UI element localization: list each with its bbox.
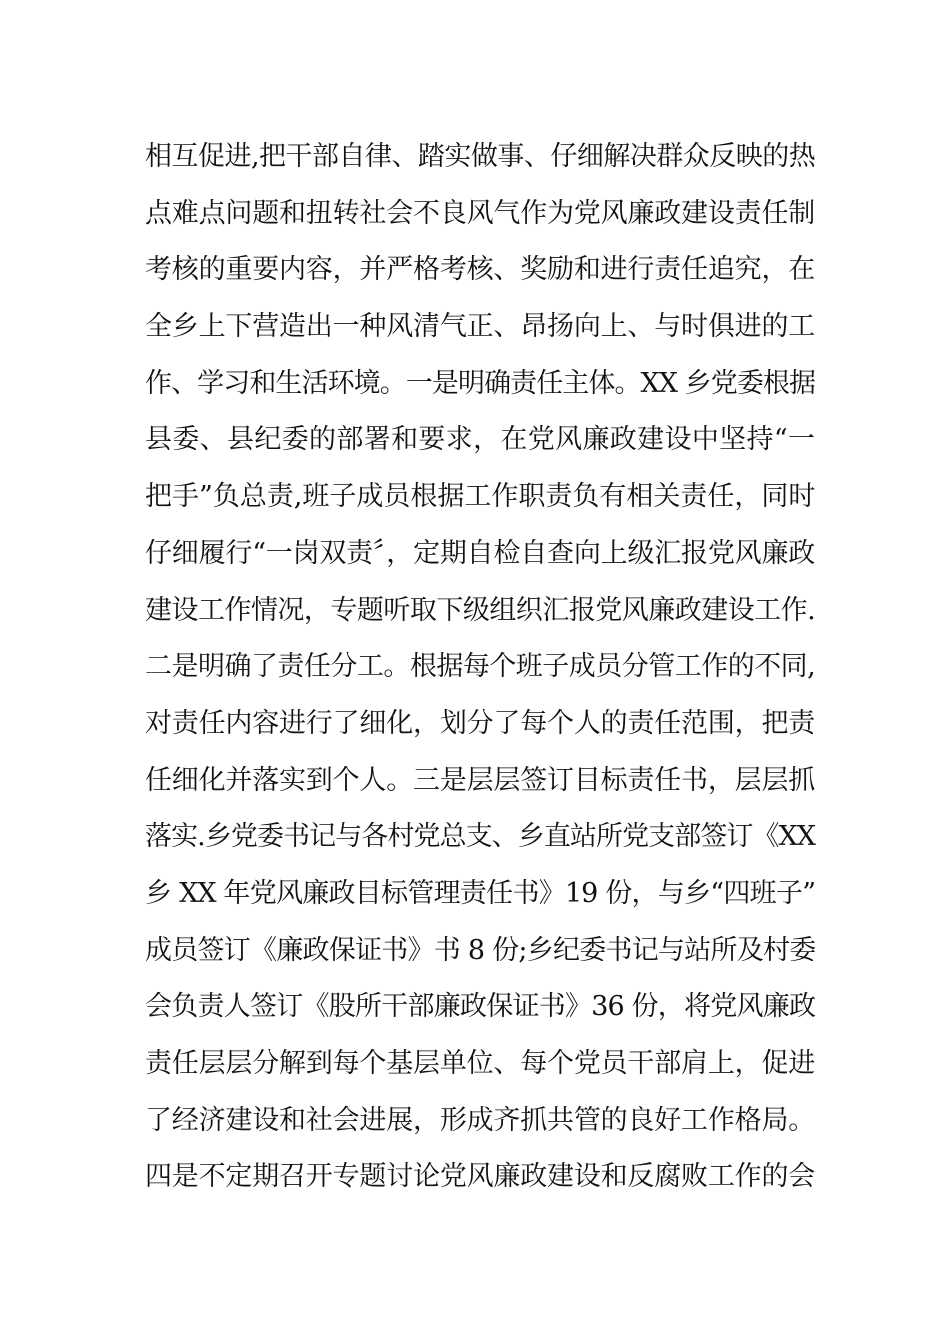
text-line: 会负责人签订《股所干部廉政保证书》36 份，将党风廉政 [145, 991, 815, 1023]
text-line: 二是明确了责任分工。根据每个班子成员分管工作的不同, [145, 651, 815, 683]
document-body [145, 129, 815, 1206]
text-line: 全乡上下营造出一种风清气正、昂扬向上、与时俱进的工 [145, 311, 815, 343]
text-line: 责任层层分解到每个基层单位、每个党员干部肩上，促进 [145, 1048, 815, 1079]
text-line: 仔细履行“一岗双责〞，定期自检自查向上级汇报党风廉政 [145, 537, 815, 569]
text-line: 成员签订《廉政保证书》书 8 份;乡纪委书记与站所及村委 [145, 934, 816, 966]
text-line: 对责任内容进行了细化，划分了每个人的责任范围，把责 [145, 707, 815, 739]
text-line: 县委、县纪委的部署和要求，在党风廉政建设中坚持“一 [145, 424, 815, 456]
text-line: 建设工作情况，专题听取下级组织汇报党风廉政建设工作. [145, 594, 815, 626]
text-line: 把手”负总责,班子成员根据工作职责负有相关责任，同时 [145, 481, 816, 513]
text-line: 落实.乡党委书记与各村党总支、乡直站所党支部签订《XX [145, 821, 815, 853]
text-line: 作、学习和生活环境。一是明确责任主体。XX 乡党委根据 [145, 367, 815, 399]
text-line: 相互促进,把干部自律、踏实做事、仔细解决群众反映的热 [145, 141, 815, 172]
text-line: 点难点问题和扭转社会不良风气作为党风廉政建设责任制 [145, 197, 815, 229]
text-line: 乡 XX 年党风廉政目标管理责任书》19 份，与乡“四班子” [145, 877, 815, 909]
text-line: 了经济建设和社会进展，形成齐抓共管的良好工作格局。 [145, 1104, 815, 1136]
text-line: 任细化并落实到个人。三是层层签订目标责任书，层层抓 [145, 764, 815, 796]
text-line: 四是不定期召开专题讨论党风廉政建设和反腐败工作的会 [145, 1161, 815, 1193]
text-line: 考核的重要内容，并严格考核、奖励和进行责任追究，在 [145, 254, 815, 286]
